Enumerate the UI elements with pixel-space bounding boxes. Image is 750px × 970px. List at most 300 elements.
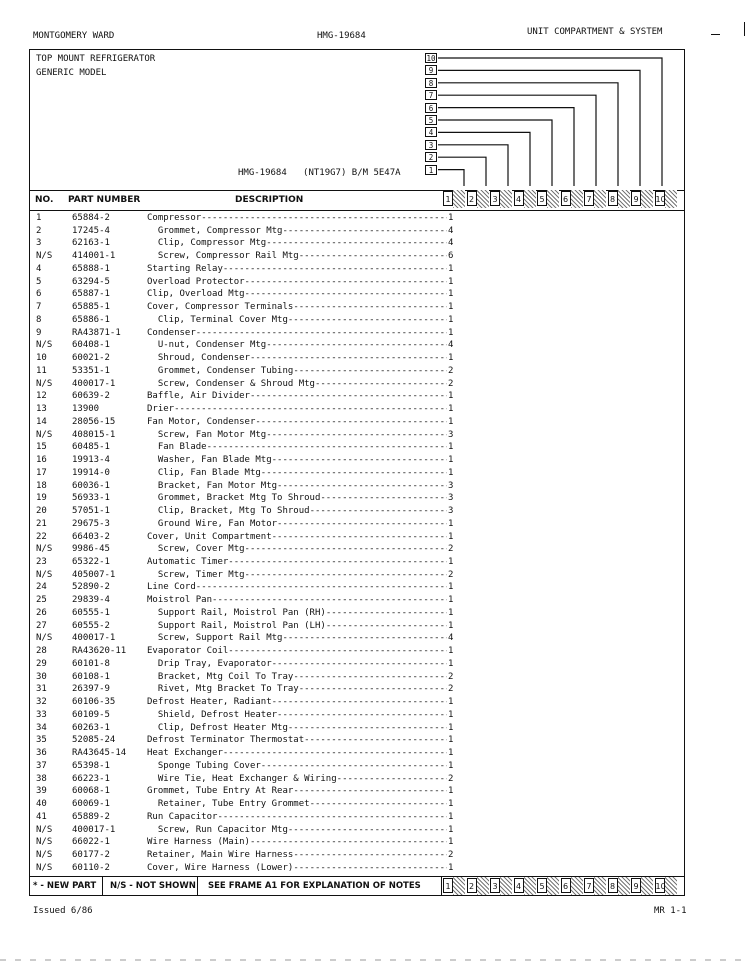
- legend-new-part: * - NEW PART: [30, 877, 103, 895]
- part-description: Condenser -----: [147, 327, 447, 340]
- ladder-line: [438, 120, 552, 186]
- frame-hatch: [547, 877, 559, 895]
- part-qty: 1: [448, 518, 454, 529]
- part-no: 17: [36, 467, 47, 478]
- frame-hatch: [500, 190, 512, 208]
- part-number: 400017-1: [72, 633, 116, 644]
- part-qty: 1: [448, 289, 454, 300]
- table-row: [30, 760, 684, 773]
- part-no: 8: [36, 314, 42, 325]
- part-qty: 1: [448, 658, 454, 669]
- frame-number: 7: [584, 878, 594, 893]
- part-qty: 1: [448, 302, 454, 313]
- part-qty: 1: [448, 748, 454, 759]
- part-no: 40: [36, 799, 47, 810]
- part-qty: 2: [448, 850, 454, 860]
- part-description: Clip, Defrost Heater Mtg -----: [147, 722, 447, 735]
- part-no: 26: [36, 607, 47, 618]
- part-number: 60408-1: [72, 340, 110, 351]
- part-no: 2: [36, 225, 42, 236]
- table-row: [30, 250, 684, 263]
- part-description: Evaporator Coil -----: [147, 645, 447, 658]
- table-row: [30, 518, 684, 531]
- part-number: 29675-3: [72, 518, 110, 529]
- part-number: 65889-2: [72, 811, 110, 822]
- part-number: 26397-9: [72, 684, 110, 695]
- table-row: [30, 709, 684, 722]
- scan-edge: [0, 955, 750, 965]
- part-no: 19: [36, 493, 47, 504]
- table-row: [30, 441, 684, 454]
- part-qty: 4: [448, 238, 454, 249]
- ladder-box: 7: [425, 90, 437, 100]
- part-description: Retainer, Main Wire Harness -----: [147, 849, 447, 862]
- part-qty: 2: [448, 684, 454, 695]
- table-row: [30, 581, 684, 594]
- part-number: 66223-1: [72, 773, 110, 784]
- part-number: 60069-1: [72, 799, 110, 810]
- frame-hatch: [500, 877, 512, 895]
- part-description: Retainer, Tube Entry Grommet -----: [147, 798, 447, 811]
- part-number: 60106-35: [72, 697, 116, 708]
- part-qty: 1: [448, 391, 454, 402]
- ladder-line: [438, 108, 574, 186]
- frame-hatch: [524, 877, 536, 895]
- part-no: 10: [36, 353, 47, 364]
- part-description: Baffle, Air Divider -----: [147, 390, 447, 403]
- frame-hatch: [547, 190, 559, 208]
- part-number: 400017-1: [72, 378, 116, 389]
- part-no: 28: [36, 646, 47, 657]
- part-no: 9: [36, 327, 42, 338]
- part-qty: 1: [448, 531, 454, 542]
- part-description: Wire Harness (Main) -----: [147, 836, 447, 849]
- part-number: RA43871-1: [72, 327, 121, 338]
- table-row: [30, 288, 684, 301]
- part-description: Rivet, Mtg Bracket To Tray -----: [147, 683, 447, 696]
- frame-hatch: [618, 190, 630, 208]
- part-number: 52890-2: [72, 582, 110, 593]
- table-row: [30, 212, 684, 225]
- part-qty: 2: [448, 378, 454, 389]
- legend-not-shown: N/S - NOT SHOWN: [103, 877, 198, 895]
- frame-number: 4: [514, 878, 524, 893]
- part-description: Defrost Terminator Thermostat -----: [147, 734, 447, 747]
- part-description: Bracket, Mtg Coil To Tray -----: [147, 671, 447, 684]
- model-line: HMG-19684 (NT19G7) B/M 5E47A: [238, 168, 401, 178]
- part-number: 66022-1: [72, 837, 110, 848]
- frame-hatch: [641, 877, 653, 895]
- part-number: 19913-4: [72, 455, 110, 466]
- part-no: N/S: [36, 251, 53, 262]
- part-qty: 2: [448, 365, 454, 376]
- part-qty: 1: [448, 760, 454, 771]
- ladder-box: 4: [425, 127, 437, 137]
- ladder-box: 3: [425, 140, 437, 150]
- table-row: [30, 785, 684, 798]
- parts-list-frame: [29, 49, 685, 896]
- part-qty: 1: [448, 837, 454, 848]
- frame-number: 1: [443, 191, 453, 206]
- frame-ladder-diagram: [422, 50, 686, 190]
- part-description: Wire Tie, Heat Exchanger & Wiring -----: [147, 773, 447, 786]
- table-row: [30, 645, 684, 658]
- part-no: 29: [36, 658, 47, 669]
- part-number: 28056-15: [72, 416, 116, 427]
- part-description: Screw, Fan Motor Mtg -----: [147, 429, 447, 442]
- part-number: 66403-2: [72, 531, 110, 542]
- ladder-box: 2: [425, 152, 437, 162]
- table-row: [30, 314, 684, 327]
- part-description: Compressor -----: [147, 212, 447, 225]
- part-number: 60108-1: [72, 671, 110, 682]
- part-no: 16: [36, 455, 47, 466]
- frame-hatch: [665, 877, 677, 895]
- title-block: [30, 50, 684, 191]
- part-number: RA43620-11: [72, 646, 127, 657]
- part-qty: 1: [448, 595, 454, 606]
- model-code: HMG-19684: [317, 31, 366, 41]
- table-row: [30, 849, 684, 862]
- part-qty: 3: [448, 429, 454, 440]
- part-no: N/S: [36, 850, 53, 860]
- table-row: [30, 824, 684, 837]
- part-description: Screw, Support Rail Mtg -----: [147, 632, 447, 645]
- table-row: [30, 862, 684, 875]
- part-qty: 3: [448, 506, 454, 517]
- part-number: 60485-1: [72, 442, 110, 453]
- part-description: Clip, Fan Blade Mtg -----: [147, 467, 447, 480]
- part-number: 60110-2: [72, 862, 110, 873]
- part-no: N/S: [36, 862, 53, 873]
- part-no: 30: [36, 671, 47, 682]
- part-description: Clip, Overload Mtg -----: [147, 288, 447, 301]
- part-no: 25: [36, 595, 47, 606]
- frame-number: 10: [655, 878, 665, 893]
- part-number: 52085-24: [72, 735, 116, 746]
- part-description: Defrost Heater, Radiant -----: [147, 696, 447, 709]
- part-description: Screw, Cover Mtg -----: [147, 543, 447, 556]
- table-row: [30, 403, 684, 416]
- column-header: [30, 190, 684, 211]
- frame-hatch: [477, 877, 489, 895]
- product-title: TOP MOUNT REFRIGERATOR: [36, 54, 156, 64]
- table-row: [30, 505, 684, 518]
- part-description: Screw, Compressor Rail Mtg -----: [147, 250, 447, 263]
- part-no: 32: [36, 697, 47, 708]
- ladder-line: [438, 157, 486, 186]
- part-description: Clip, Terminal Cover Mtg -----: [147, 314, 447, 327]
- issued-date: Issued 6/86: [33, 906, 93, 916]
- table-row: [30, 798, 684, 811]
- part-qty: 1: [448, 722, 454, 733]
- part-number: 60101-8: [72, 658, 110, 669]
- part-number: 17245-4: [72, 225, 110, 236]
- frame-number-strip-bottom: [439, 877, 684, 895]
- part-description: Drier -----: [147, 403, 447, 416]
- part-qty: 1: [448, 786, 454, 797]
- part-no: 6: [36, 289, 42, 300]
- part-qty: 1: [448, 263, 454, 274]
- table-row: [30, 225, 684, 238]
- part-description: Screw, Run Capacitor Mtg -----: [147, 824, 447, 837]
- part-no: 39: [36, 786, 47, 797]
- part-no: 3: [36, 238, 42, 249]
- part-no: 14: [36, 416, 47, 427]
- table-row: [30, 811, 684, 824]
- part-qty: 3: [448, 493, 454, 504]
- part-no: 5: [36, 276, 42, 287]
- part-qty: 1: [448, 646, 454, 657]
- table-row: [30, 276, 684, 289]
- part-no: 36: [36, 748, 47, 759]
- frame-hatch: [641, 190, 653, 208]
- part-number: 60068-1: [72, 786, 110, 797]
- ladder-line: [438, 58, 662, 186]
- frame-hatch: [618, 877, 630, 895]
- frame-hatch: [571, 877, 583, 895]
- table-row: [30, 773, 684, 786]
- part-number: 65887-1: [72, 289, 110, 300]
- table-row: [30, 365, 684, 378]
- table-row: [30, 467, 684, 480]
- part-qty: 1: [448, 455, 454, 466]
- part-description: Grommet, Compressor Mtg -----: [147, 225, 447, 238]
- frame-hatch: [453, 877, 465, 895]
- table-row: [30, 480, 684, 493]
- part-no: 23: [36, 556, 47, 567]
- part-description: Automatic Timer -----: [147, 556, 447, 569]
- part-number: 60639-2: [72, 391, 110, 402]
- frame-number: 2: [467, 191, 477, 206]
- part-qty: 1: [448, 620, 454, 631]
- table-row: [30, 696, 684, 709]
- model-subtitle: GENERIC MODEL: [36, 68, 107, 78]
- part-description: Fan Blade -----: [147, 441, 447, 454]
- table-row: [30, 671, 684, 684]
- part-description: Washer, Fan Blade Mtg -----: [147, 454, 447, 467]
- part-no: 37: [36, 760, 47, 771]
- part-description: Shield, Defrost Heater -----: [147, 709, 447, 722]
- part-number: 408015-1: [72, 429, 116, 440]
- part-number: 65884-2: [72, 213, 110, 223]
- frame-number: 6: [561, 191, 571, 206]
- table-row: [30, 492, 684, 505]
- part-no: 34: [36, 722, 47, 733]
- part-number: 60036-1: [72, 480, 110, 491]
- frame-number: 2: [467, 878, 477, 893]
- section-title: UNIT COMPARTMENT & SYSTEM: [527, 27, 663, 37]
- frame-number: 9: [631, 878, 641, 893]
- part-qty: 4: [448, 225, 454, 236]
- part-number: 60555-2: [72, 620, 110, 631]
- part-qty: 1: [448, 467, 454, 478]
- part-no: 12: [36, 391, 47, 402]
- part-no: 33: [36, 709, 47, 720]
- table-row: [30, 429, 684, 442]
- table-row: [30, 390, 684, 403]
- part-qty: 3: [448, 480, 454, 491]
- part-no: N/S: [36, 544, 53, 555]
- part-number: 400017-1: [72, 824, 116, 835]
- part-no: N/S: [36, 837, 53, 848]
- part-description: Overload Protector -----: [147, 276, 447, 289]
- table-row: [30, 734, 684, 747]
- part-no: 18: [36, 480, 47, 491]
- ladder-line: [438, 132, 530, 186]
- part-number: 414001-1: [72, 251, 116, 262]
- part-description: U-nut, Condenser Mtg -----: [147, 339, 447, 352]
- ladder-box: 5: [425, 115, 437, 125]
- col-part-number: PART NUMBER: [68, 195, 141, 205]
- part-qty: 1: [448, 582, 454, 593]
- part-qty: 1: [448, 697, 454, 708]
- part-qty: 1: [448, 353, 454, 364]
- table-row: [30, 543, 684, 556]
- table-row: [30, 531, 684, 544]
- part-description: Moistrol Pan -----: [147, 594, 447, 607]
- part-number: 29839-4: [72, 595, 110, 606]
- table-row: [30, 658, 684, 671]
- table-row: [30, 594, 684, 607]
- part-no: 31: [36, 684, 47, 695]
- part-description: Line Cord -----: [147, 581, 447, 594]
- part-no: N/S: [36, 429, 53, 440]
- part-no: N/S: [36, 633, 53, 644]
- part-no: 35: [36, 735, 47, 746]
- part-qty: 1: [448, 811, 454, 822]
- frame-hatch: [524, 190, 536, 208]
- legend-footer: [30, 876, 684, 895]
- part-number: 65322-1: [72, 556, 110, 567]
- edge-mark-right: [744, 22, 745, 36]
- part-no: 27: [36, 620, 47, 631]
- part-qty: 1: [448, 556, 454, 567]
- part-qty: 1: [448, 607, 454, 618]
- part-no: N/S: [36, 378, 53, 389]
- col-description: DESCRIPTION: [235, 195, 304, 205]
- frame-number: 5: [537, 191, 547, 206]
- frame-number: 1: [443, 878, 453, 893]
- table-row: [30, 237, 684, 250]
- part-qty: 2: [448, 671, 454, 682]
- part-description: Screw, Condenser & Shroud Mtg -----: [147, 378, 447, 391]
- part-no: 24: [36, 582, 47, 593]
- part-qty: 2: [448, 544, 454, 555]
- part-qty: 1: [448, 862, 454, 873]
- ladder-line: [438, 170, 464, 186]
- part-description: Clip, Bracket, Mtg To Shroud -----: [147, 505, 447, 518]
- table-row: [30, 620, 684, 633]
- frame-number: 4: [514, 191, 524, 206]
- frame-number: 3: [490, 878, 500, 893]
- ladder-box: 10: [426, 54, 436, 63]
- frame-number: 3: [490, 191, 500, 206]
- frame-number-strip: [439, 190, 684, 208]
- part-number: 57051-1: [72, 506, 110, 517]
- table-row: [30, 416, 684, 429]
- ladder-line: [438, 145, 508, 186]
- part-qty: 1: [448, 416, 454, 427]
- part-qty: 4: [448, 340, 454, 351]
- part-no: 4: [36, 263, 42, 274]
- part-number: 60263-1: [72, 722, 110, 733]
- frame-hatch: [477, 190, 489, 208]
- part-qty: 1: [448, 442, 454, 453]
- part-number: 65888-1: [72, 263, 110, 274]
- part-number: 9986-45: [72, 544, 110, 555]
- part-number: 60021-2: [72, 353, 110, 364]
- page-ref: MR 1-1: [654, 906, 687, 916]
- part-number: 53351-1: [72, 365, 110, 376]
- part-description: Bracket, Fan Motor Mtg -----: [147, 480, 447, 493]
- part-number: 60555-1: [72, 607, 110, 618]
- table-row: [30, 327, 684, 340]
- part-qty: 1: [448, 735, 454, 746]
- part-number: 405007-1: [72, 569, 116, 580]
- ladder-line: [438, 83, 618, 186]
- ladder-box: 8: [425, 78, 437, 88]
- part-no: 13: [36, 404, 47, 415]
- table-row: [30, 607, 684, 620]
- part-description: Starting Relay -----: [147, 263, 447, 276]
- table-row: [30, 836, 684, 849]
- part-description: Ground Wire, Fan Motor -----: [147, 518, 447, 531]
- part-description: Cover, Unit Compartment -----: [147, 531, 447, 544]
- part-qty: 1: [448, 314, 454, 325]
- table-row: [30, 378, 684, 391]
- part-description: Heat Exchanger -----: [147, 747, 447, 760]
- table-row: [30, 683, 684, 696]
- part-description: Cover, Wire Harness (Lower) -----: [147, 862, 447, 875]
- frame-number: 8: [608, 191, 618, 206]
- part-number: 65886-1: [72, 314, 110, 325]
- ladder-box: 9: [425, 65, 437, 75]
- part-number: 65885-1: [72, 302, 110, 313]
- part-qty: 1: [448, 709, 454, 720]
- part-qty: 1: [448, 327, 454, 338]
- table-row: [30, 352, 684, 365]
- part-number: 62163-1: [72, 238, 110, 249]
- part-qty: 6: [448, 251, 454, 262]
- frame-number: 8: [608, 878, 618, 893]
- table-row: [30, 454, 684, 467]
- part-qty: 4: [448, 633, 454, 644]
- part-description: Fan Motor, Condenser -----: [147, 416, 447, 429]
- frame-number: 10: [655, 191, 665, 206]
- part-qty: 1: [448, 276, 454, 287]
- part-no: 21: [36, 518, 47, 529]
- frame-hatch: [665, 190, 677, 208]
- part-no: 38: [36, 773, 47, 784]
- part-qty: 2: [448, 569, 454, 580]
- part-description: Clip, Compressor Mtg -----: [147, 237, 447, 250]
- frame-number: 7: [584, 191, 594, 206]
- table-row: [30, 339, 684, 352]
- part-number: 13900: [72, 404, 100, 415]
- table-row: [30, 632, 684, 645]
- frame-number: 5: [537, 878, 547, 893]
- col-no: NO.: [35, 195, 54, 205]
- part-no: 20: [36, 506, 47, 517]
- frame-hatch: [594, 877, 606, 895]
- table-row: [30, 722, 684, 735]
- brand-name: MONTGOMERY WARD: [33, 31, 115, 41]
- part-number: 63294-5: [72, 276, 110, 287]
- frame-hatch: [571, 190, 583, 208]
- part-no: N/S: [36, 824, 53, 835]
- part-number: 60109-5: [72, 709, 110, 720]
